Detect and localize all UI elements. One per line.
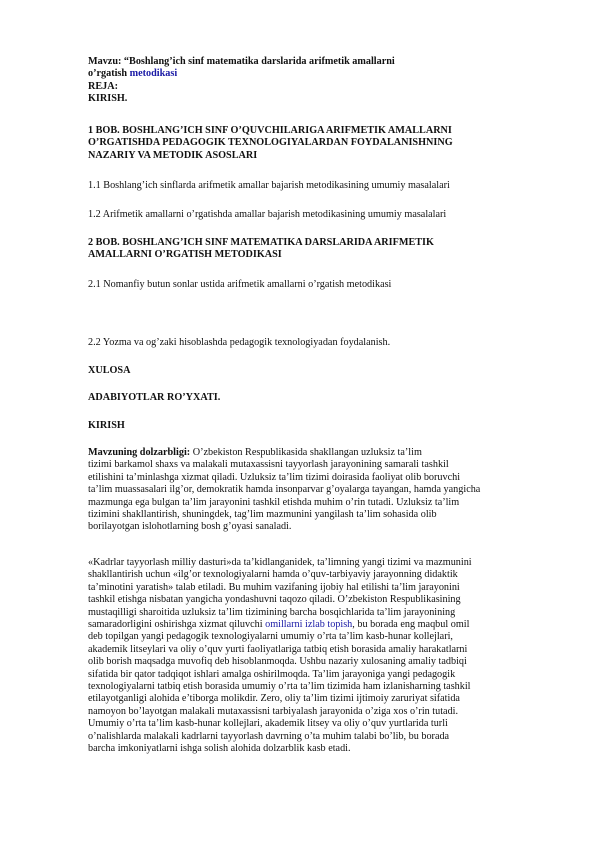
paragraph-line: mazmunga ega bulgan ta’lim jarayonini tashkil etishda muhim o’rin tutadi. Uzluksiz ta’lim: [88, 496, 460, 508]
paragraph-line: akademik litseylari va oliy o’quv yurti faoliyatlariga tatbiq etish borasida amaliy harakatlarni: [88, 643, 468, 655]
topic-line-2-text: o’rgatish: [88, 68, 130, 80]
topic-line-1: Mavzu: “Boshlang’ich sinf matematika darslarida arifmetik amallarni: [88, 56, 395, 67]
chapter-2-title: [88, 237, 558, 262]
paragraph-line: shakllantirish uchun «ilg’or texnologiyalarni hamda o’quv-tarbiyaviy jarayonning didaktik: [88, 569, 458, 581]
adabiyotlar-heading: [88, 392, 558, 404]
topic-heading: [88, 56, 558, 106]
paragraph-line: tizimini shakllantirish, shuningdek, tag’lim mazmunini yangilash ta’lim sohasida olib: [88, 509, 437, 521]
section-1-1-text: 1.1 Boshlang’ich sinflarda arifmetik amallar bajarish metodikasining umumiy masalalari: [88, 180, 450, 191]
chapter-2-title-line: 2 BOB. BOSHLANG’ICH SINF MATEMATIKA DARSLARIDA ARIFMETIK: [88, 237, 434, 248]
paragraph-line: tashkil etishga nisbatan yangicha yondashuvni taqozo qiladi. O’zbekiston Respublikasining: [88, 594, 461, 606]
reja-label: REJA:: [88, 80, 118, 92]
kirish-heading: [88, 420, 558, 432]
paragraph-text: , bu borada eng maqbul omil: [352, 619, 470, 631]
section-2-2-text: 2.2 Yozma va og’zaki hisoblashda pedagogik texnologiyadan foydalanish.: [88, 337, 391, 348]
adabiyotlar-text: ADABIYOTLAR RO’YXATI.: [88, 392, 221, 403]
omillarni-link[interactable]: omillarni izlab topish: [265, 619, 353, 631]
paragraph-line: olib borish maqsadga muvofiq deb hisoblanmoqda. Ushbu nazariy xulosaning amaliy tadbiqi: [88, 656, 467, 668]
paragraph-line: sifatida bir qator tadqiqot ishlari amalga oshirilmoqda. Ta’lim jarayoniga yangi pedagogik: [88, 668, 456, 680]
paragraph-line: mustaqilligi sharoitida uzluksiz ta’lim tizimining barcha bosqichlarida ta’lim jarayonining: [88, 606, 456, 618]
chapter-1-title: [88, 125, 558, 162]
paragraph-line: ta’minotini yaratish» talab etiladi. Bu muhim vazifaning ijobiy hal etilishi ta’lim jarayonini: [88, 581, 460, 593]
paragraph-line: texnologiyalarni tatbiq etish borasida umumiy o’rta ta’lim tizimida ham izlanisharning tashkil: [88, 681, 471, 693]
section-2-2: [88, 337, 558, 349]
topic-line-2: [88, 68, 558, 80]
section-1-2: [88, 209, 558, 221]
topic-link-metodikasi[interactable]: metodikasi: [129, 68, 178, 80]
paragraph-text: O’zbekiston Respublikasida shakllangan uzluksiz ta’lim: [190, 447, 422, 458]
section-1-2-text: 1.2 Arifmetik amallarni o’rgatishda amallar bajarish metodikasining umumiy masalalari: [88, 209, 447, 220]
paragraph-line: etilayotganligi alohida e’tiborga molikdir. Zero, oliy ta’lim tizimi ijtimoiy zaruriyat sifatida: [88, 693, 460, 705]
kirish-heading-text: KIRISH: [88, 420, 125, 431]
section-2-1-text: 2.1 Nomanfiy butun sonlar ustida arifmetik amallarni o’rgatish metodikasi: [88, 279, 392, 290]
chapter-2-title-line: AMALLARNI O’RGATISH METODIKASI: [88, 249, 282, 261]
xulosa-heading: [88, 365, 558, 377]
xulosa-text: XULOSA: [88, 365, 131, 376]
chapter-1-title-line: 1 BOB. BOSHLANG’ICH SINF O’QUVCHILARIGA ARIFMETIK AMALLARNI: [88, 125, 452, 136]
section-2-1: [88, 279, 558, 291]
paragraph-line: [88, 447, 558, 459]
paragraph-line: «Kadrlar tayyorlash milliy dasturi»da ta’kidlanganidek, ta’limning yangi tizimi va mazmunini: [88, 557, 472, 568]
paragraph-line: tizimi barkamol shaxs va malakali mutaxassisni tayyorlash jarayonining samarali tashkil: [88, 459, 449, 471]
intro-paragraph-1: [88, 447, 558, 534]
paragraph-line: o’nalishlarda malakali kadrlarni tayyorlash davrning o’ta muhim talabi bo’lib, bu borada: [88, 730, 450, 742]
paragraph-line: [88, 619, 558, 631]
paragraph-line: etilishini ta’minlashga xizmat qiladi. Uzluksiz ta’lim tizimi doirasida faoliyat olib boruvchi: [88, 471, 461, 483]
paragraph-text: samaradorligini oshirishga xizmat qiluvchi: [88, 619, 266, 631]
chapter-1-title-line: NAZARIY VA METODIK ASOSLARI: [88, 149, 258, 161]
paragraph-line: ta’lim muassasalari ilg’or, demokratik hamda insonparvar g’oyalarga tayangan, hamda yangicha: [88, 484, 481, 496]
kirish-label: KIRISH.: [88, 93, 128, 105]
paragraph-line: barcha imkoniyatlarni ishga solish alohida dolzarblik kasb etadi.: [88, 743, 351, 755]
dolzarblik-label: Mavzuning dolzarbligi:: [88, 447, 191, 458]
paragraph-line: borilayotgan islohotlarning bosh g’oyasi sanaladi.: [88, 521, 292, 533]
section-1-1: [88, 180, 558, 192]
paragraph-line: Umumiy o’rta ta’lim kasb-hunar kollejlari, akademik litsey va oliy o’quv yurtlarida turli: [88, 718, 448, 730]
chapter-1-title-line: O’RGATISHDA PEDAGOGIK TEXNOLOGIYALARDAN FOYDALANISHNING: [88, 137, 453, 149]
paragraph-line: deb topilgan yangi pedagogik texnologiyalarni umumiy o’rta ta’lim kasb-hunar kollejlari,: [88, 631, 453, 643]
intro-paragraph-2: [88, 557, 558, 756]
paragraph-line: namoyon bo’layotgan malakali mutaxassisni tarbiyalash jarayonida o’ziga xos o’rin tutadi.: [88, 705, 459, 717]
